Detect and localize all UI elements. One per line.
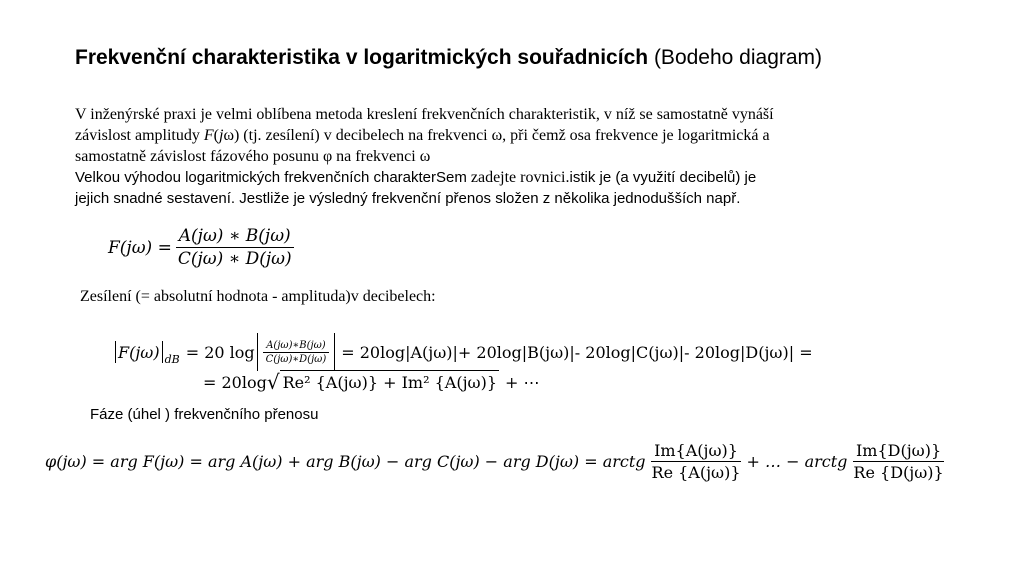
eq3-suffix: + ⋯ [505, 373, 540, 392]
para-omega: ω [223, 127, 234, 144]
eq3-prefix: = 20log [203, 373, 267, 392]
phase-label: Fáze (úhel ) frekvenčního přenosu [90, 406, 319, 423]
sqrt-sign: √ [266, 370, 280, 394]
para-paren: ( [213, 127, 219, 144]
eq1-denominator: C(jω) ∗ D(jω) [177, 249, 292, 269]
eq4-frac2-num: Im{D(jω)} [853, 441, 944, 462]
abs-bigbar-left [257, 333, 258, 371]
title-normal: (Bodeho diagram) [653, 46, 823, 69]
para-line-5: jejich snadné sestavení. Jestliže je výsledný frekvenční přenos složen z několika jednodušších např. [75, 190, 741, 207]
equation-gain-db [113, 333, 813, 371]
para-line-4a: Velkou výhodou logaritmických frekvenčních charakterSem [75, 169, 467, 186]
eq2-frac-den: C(jω)∗D(jω) [265, 353, 327, 365]
abs-bigbar-right [334, 333, 335, 371]
equation-phase [45, 441, 950, 482]
eq4-lhs: φ(jω) = arg F(jω) = arg A(jω) + arg B(jω) − arg C(jω) − arg D(jω) = arctg [45, 452, 646, 471]
eq4-mid: + … − arctg [746, 452, 848, 471]
eq2-fraction [263, 340, 330, 365]
title-bold: Frekvenční charakteristika v logaritmických souřadnicích [75, 46, 649, 69]
eq1-numerator: A(jω) ∗ B(jω) [176, 226, 294, 248]
para-j: j [218, 127, 224, 144]
para-line-3: samostatně závislost fázového posunu φ na frekvenci ω [75, 148, 431, 165]
eq1-lhs: F(jω) = [108, 237, 172, 258]
para-F: F [203, 127, 214, 144]
para-line-2 [75, 125, 955, 146]
eq2-lhs: F(jω) [118, 342, 160, 362]
eq1-fraction [175, 226, 295, 269]
eq4-frac1-num: Im{A(jω)} [651, 441, 741, 462]
equation-magnitude [203, 370, 540, 392]
para-line-4b: zadejte rovnici. [466, 169, 570, 186]
eq2-eq: = 20 log [185, 342, 255, 362]
slide-title [75, 46, 975, 70]
eq4-fraction-a [649, 441, 744, 482]
eq2-rhs: = 20log|A(jω)|+ 20log|B(jω)|- 20log|C(jω)|- 20log|D(jω)| = [341, 342, 813, 362]
para-line-4 [75, 167, 955, 188]
eq4-fraction-d [850, 441, 946, 482]
abs-bar-left [115, 341, 116, 363]
para-line-2a: závislost amplitudy [75, 127, 204, 144]
para-line-1: V inženýrské praxi je velmi oblíbena metoda kreslení frekvenčních charakteristik, v níž se samostatně vynáší [75, 106, 774, 123]
para-line-4c: istik je (a využití decibelů) je [569, 169, 757, 186]
intro-paragraph [75, 104, 955, 209]
gain-label: Zesílení (= absolutní hodnota - amplituda)v decibelech: [80, 288, 436, 305]
eq2-sub: dB [164, 352, 180, 366]
eq4-frac1-den: Re {A(jω)} [651, 463, 741, 482]
equation-transfer [108, 226, 298, 269]
para-line-2b: ) (tj. zesílení) v decibelech na frekvenci ω, při čemž osa frekvence je logaritmická a [233, 127, 770, 144]
eq3-radicand: Re² {A(jω)} + Im² {A(jω)} [280, 370, 499, 392]
abs-bar-right [162, 341, 163, 363]
eq2-frac-num: A(jω)∗B(jω) [263, 340, 328, 353]
eq4-frac2-den: Re {D(jω)} [853, 463, 944, 482]
